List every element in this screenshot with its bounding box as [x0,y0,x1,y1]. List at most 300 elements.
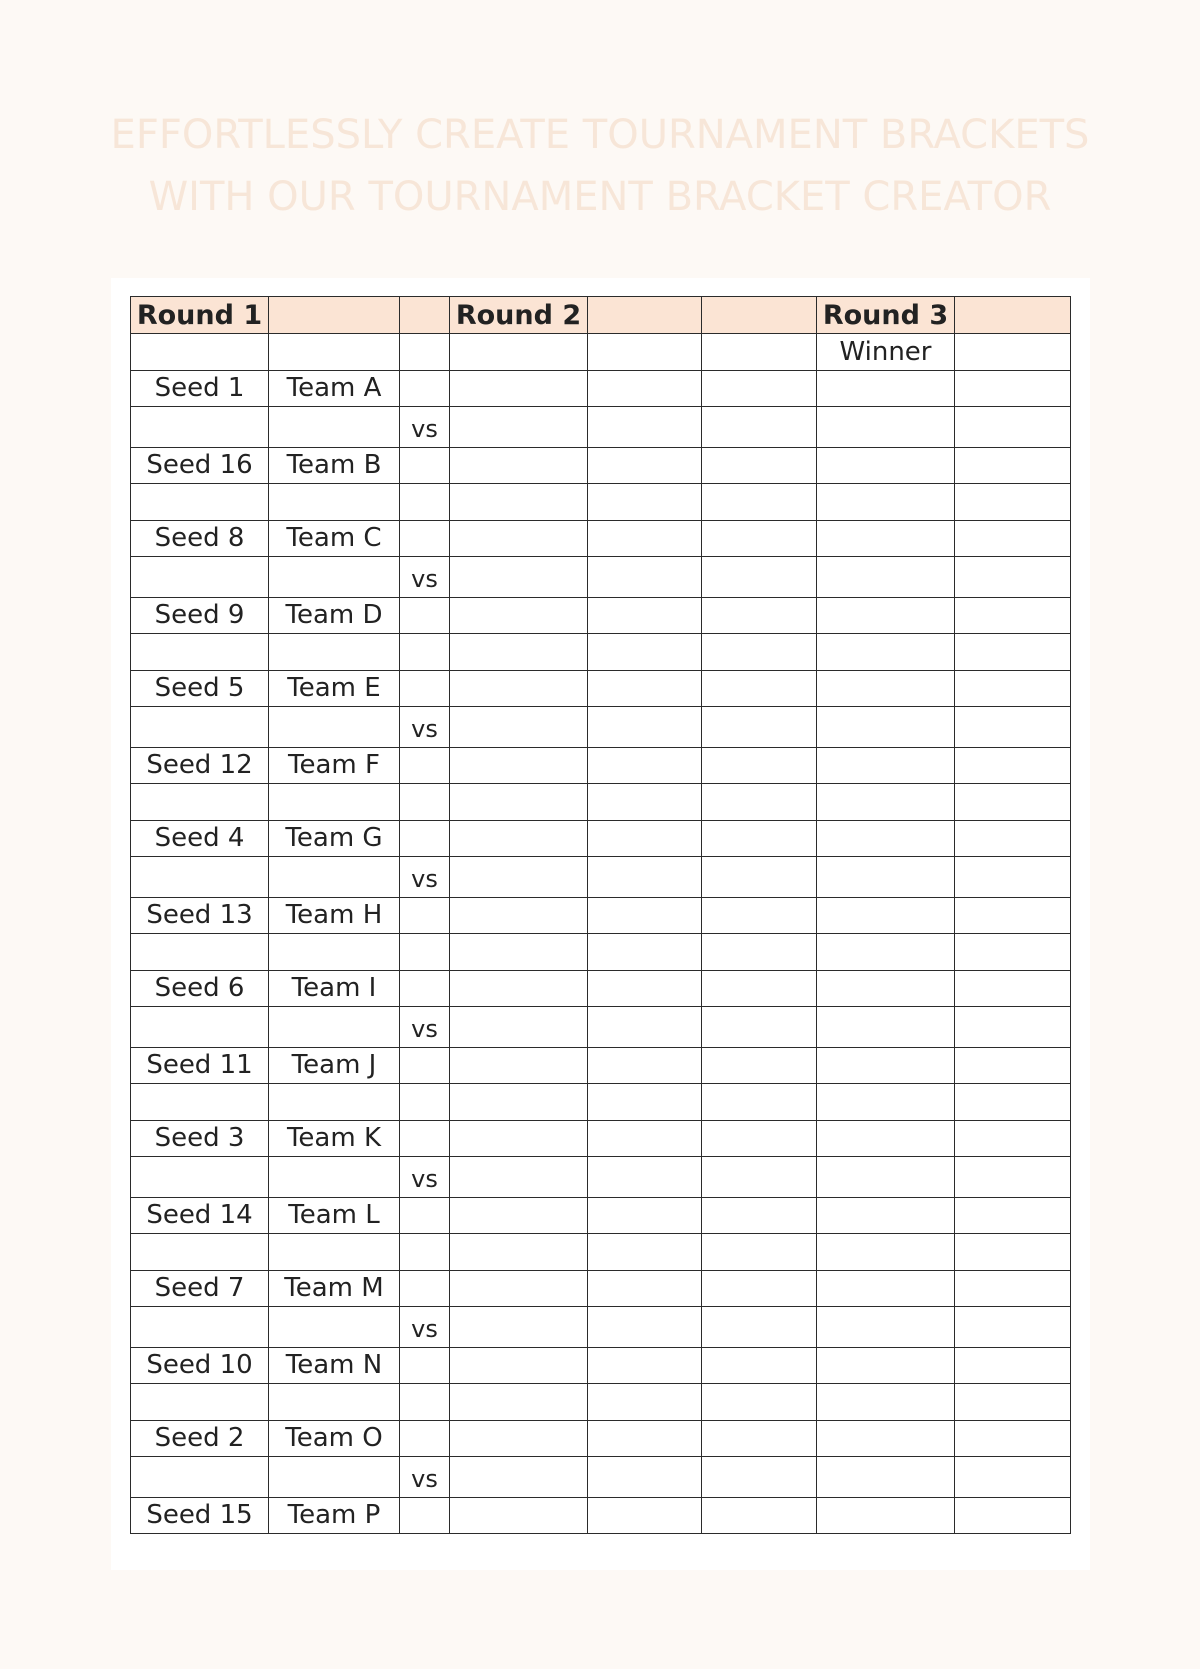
matchup-vs-row [131,557,1071,598]
matchup-row-bottom [131,1197,1071,1234]
bracket-cell[interactable] [817,1007,955,1048]
bracket-cell[interactable] [817,670,955,707]
bracket-cell[interactable] [588,407,702,448]
bracket-cell[interactable] [400,970,450,1007]
bracket-cell[interactable] [131,1084,269,1121]
bracket-cell[interactable] [817,1347,955,1384]
header-cell-blank [400,297,450,334]
bracket-cell[interactable] [817,820,955,857]
bracket-cell[interactable] [817,1457,955,1498]
bracket-cell[interactable] [588,820,702,857]
bracket-cell[interactable] [817,1420,955,1457]
bracket-cell[interactable] [817,857,955,898]
bracket-cell[interactable] [588,557,702,598]
bracket-cell[interactable] [702,557,817,598]
bracket-cell[interactable] [817,447,955,484]
bracket-cell[interactable] [588,747,702,784]
bracket-cell[interactable] [702,1347,817,1384]
bracket-cell[interactable] [400,820,450,857]
bracket-cell[interactable] [702,1497,817,1534]
bracket-cell[interactable] [450,634,588,671]
bracket-cell[interactable] [400,447,450,484]
bracket-cell[interactable] [955,1457,1071,1498]
bracket-cell[interactable] [400,634,450,671]
bracket-cell[interactable] [702,1384,817,1421]
header-cell-blank [588,297,702,334]
bracket-cell[interactable] [817,934,955,971]
vs-label: vs [400,1457,450,1498]
matchup-row-top [131,1120,1071,1157]
bracket-cell[interactable] [400,1497,450,1534]
bracket-cell[interactable] [269,484,400,521]
page-title-line-2: WITH OUR TOURNAMENT BRACKET CREATOR [148,174,1052,220]
seed-label: Seed 6 [131,970,269,1007]
bracket-cell[interactable] [817,1120,955,1157]
spacer-row [131,784,1071,821]
bracket-cell[interactable] [817,784,955,821]
team-name: Team E [269,670,400,707]
bracket-cell[interactable] [817,707,955,748]
bracket-cell[interactable] [450,747,588,784]
matchup-row-top [131,520,1071,557]
bracket-cell[interactable] [269,1384,400,1421]
bracket-cell[interactable] [817,1157,955,1198]
bracket-cell[interactable] [400,334,450,371]
matchup-vs-row [131,1457,1071,1498]
vs-label: vs [400,557,450,598]
seed-label: Seed 7 [131,1270,269,1307]
bracket-cell[interactable] [450,1197,588,1234]
bracket-cell[interactable] [450,1047,588,1084]
bracket-cell[interactable] [588,784,702,821]
bracket-cell[interactable] [702,447,817,484]
bracket-cell[interactable] [588,597,702,634]
bracket-cell[interactable] [588,1384,702,1421]
bracket-cell[interactable] [955,934,1071,971]
bracket-cell[interactable] [702,1007,817,1048]
bracket-cell[interactable] [955,370,1071,407]
page-title-line-1: EFFORTLESSLY CREATE TOURNAMENT BRACKETS [110,112,1090,158]
bracket-cell[interactable] [588,1307,702,1348]
matchup-row-top [131,1420,1071,1457]
bracket-cell[interactable] [955,1007,1071,1048]
page-title [0,104,1200,228]
bracket-cell[interactable] [269,407,400,448]
vs-label: vs [400,1307,450,1348]
bracket-cell[interactable] [450,1234,588,1271]
bracket-cell[interactable] [450,407,588,448]
bracket-cell[interactable] [702,1197,817,1234]
bracket-cell[interactable] [588,1007,702,1048]
seed-label: Seed 13 [131,897,269,934]
bracket-cell[interactable] [817,1270,955,1307]
bracket-cell[interactable] [400,747,450,784]
bracket-cell[interactable] [269,634,400,671]
bracket-table [130,296,1071,1534]
bracket-cell[interactable] [450,970,588,1007]
bracket-cell[interactable] [702,634,817,671]
bracket-cell[interactable] [702,334,817,371]
bracket-cell[interactable] [131,1157,269,1198]
bracket-cell[interactable] [955,857,1071,898]
bracket-cell[interactable] [702,857,817,898]
bracket-cell[interactable] [588,1120,702,1157]
bracket-cell[interactable] [817,1384,955,1421]
matchup-row-top [131,970,1071,1007]
team-name: Team I [269,970,400,1007]
bracket-cell[interactable] [450,557,588,598]
bracket-cell[interactable] [450,1157,588,1198]
seed-label: Seed 15 [131,1497,269,1534]
bracket-cell[interactable] [588,447,702,484]
bracket-cell[interactable] [588,520,702,557]
bracket-cell[interactable] [400,1234,450,1271]
spacer-row [131,1084,1071,1121]
matchup-row-top [131,370,1071,407]
bracket-cell[interactable] [702,1157,817,1198]
bracket-cell[interactable] [131,707,269,748]
bracket-cell[interactable] [269,1007,400,1048]
bracket-cell[interactable] [588,1084,702,1121]
bracket-cell[interactable] [817,1197,955,1234]
seed-label: Seed 12 [131,747,269,784]
matchup-vs-row [131,407,1071,448]
bracket-cell[interactable] [450,1084,588,1121]
bracket-cell[interactable] [450,1007,588,1048]
bracket-cell[interactable] [702,1307,817,1348]
bracket-cell[interactable] [955,784,1071,821]
bracket-cell[interactable] [817,597,955,634]
header-cell-blank [702,297,817,334]
bracket-cell[interactable] [955,1420,1071,1457]
bracket-cell[interactable] [955,557,1071,598]
bracket-cell[interactable] [817,1497,955,1534]
bracket-cell[interactable] [269,334,400,371]
bracket-cell[interactable] [450,1120,588,1157]
header-cell-blank [955,297,1071,334]
bracket-cell[interactable] [400,520,450,557]
bracket-cell[interactable] [131,1234,269,1271]
bracket-cell[interactable] [588,934,702,971]
bracket-cell[interactable] [588,1197,702,1234]
bracket-cell[interactable] [955,747,1071,784]
bracket-cell[interactable] [450,1307,588,1348]
bracket-cell[interactable] [955,820,1071,857]
bracket-cell[interactable] [955,334,1071,371]
bracket-cell[interactable] [817,520,955,557]
bracket-cell[interactable] [269,1307,400,1348]
bracket-cell[interactable] [955,970,1071,1007]
bracket-cell[interactable] [131,784,269,821]
bracket-cell[interactable] [955,1307,1071,1348]
team-name: Team K [269,1120,400,1157]
bracket-cell[interactable] [702,484,817,521]
bracket-cell[interactable] [269,934,400,971]
bracket-cell[interactable] [400,1084,450,1121]
seed-label: Seed 9 [131,597,269,634]
bracket-cell[interactable] [400,1197,450,1234]
bracket-cell[interactable] [702,784,817,821]
bracket-cell[interactable] [702,407,817,448]
bracket-cell[interactable] [588,1420,702,1457]
bracket-cell[interactable] [702,670,817,707]
bracket-cell[interactable] [588,897,702,934]
bracket-cell[interactable] [702,1420,817,1457]
bracket-cell[interactable] [450,707,588,748]
bracket-cell[interactable] [817,897,955,934]
vs-label: vs [400,407,450,448]
bracket-cell[interactable] [817,634,955,671]
vs-label: vs [400,1007,450,1048]
bracket-cell[interactable] [450,1270,588,1307]
bracket-cell[interactable] [131,634,269,671]
bracket-cell[interactable] [131,1307,269,1348]
bracket-cell[interactable] [588,484,702,521]
bracket-cell[interactable] [702,597,817,634]
bracket-cell[interactable] [400,1384,450,1421]
matchup-row-top [131,1270,1071,1307]
bracket-cell[interactable] [450,670,588,707]
bracket-cell[interactable] [588,334,702,371]
bracket-cell[interactable] [450,897,588,934]
header-cell-round-3: Round 3 [817,297,955,334]
team-name: Team G [269,820,400,857]
seed-label: Seed 14 [131,1197,269,1234]
bracket-cell[interactable] [588,707,702,748]
bracket-cell[interactable] [588,1157,702,1198]
bracket-cell[interactable] [131,1007,269,1048]
header-cell-round-1: Round 1 [131,297,269,334]
bracket-cell[interactable] [702,370,817,407]
bracket-cell[interactable] [702,897,817,934]
seed-label: Seed 10 [131,1347,269,1384]
bracket-cell[interactable] [817,484,955,521]
bracket-cell[interactable] [450,484,588,521]
bracket-cell[interactable] [450,934,588,971]
bracket-cell[interactable] [702,1234,817,1271]
bracket-cell[interactable] [817,370,955,407]
bracket-cell[interactable] [955,707,1071,748]
bracket-cell[interactable] [955,1384,1071,1421]
matchup-row-bottom [131,1047,1071,1084]
seed-label: Seed 16 [131,447,269,484]
team-name: Team M [269,1270,400,1307]
bracket-cell[interactable] [588,1234,702,1271]
bracket-cell[interactable] [269,784,400,821]
bracket-cell[interactable] [400,1270,450,1307]
bracket-cell[interactable] [702,820,817,857]
bracket-cell[interactable] [955,1120,1071,1157]
bracket-cell[interactable] [269,857,400,898]
bracket-cell[interactable] [588,1047,702,1084]
matchup-vs-row [131,1007,1071,1048]
team-name: Team J [269,1047,400,1084]
bracket-cell[interactable] [817,970,955,1007]
team-name: Team C [269,520,400,557]
header-row [131,297,1071,334]
matchup-row-bottom [131,1497,1071,1534]
bracket-cell[interactable] [269,1157,400,1198]
bracket-cell[interactable] [817,407,955,448]
bracket-cell[interactable] [400,934,450,971]
bracket-body [131,297,1071,1534]
bracket-cell[interactable] [955,447,1071,484]
bracket-cell[interactable] [702,1120,817,1157]
bracket-cell[interactable] [588,970,702,1007]
bracket-cell[interactable] [131,484,269,521]
bracket-cell[interactable] [131,934,269,971]
team-name: Team H [269,897,400,934]
bracket-cell[interactable] [817,747,955,784]
matchup-row-bottom [131,597,1071,634]
bracket-cell[interactable] [450,1497,588,1534]
bracket-cell[interactable] [400,1120,450,1157]
bracket-cell[interactable] [702,1457,817,1498]
team-name: Team A [269,370,400,407]
bracket-cell[interactable] [400,897,450,934]
bracket-cell[interactable] [955,597,1071,634]
header-cell-round-2: Round 2 [450,297,588,334]
bracket-cell[interactable] [588,634,702,671]
bracket-cell[interactable] [400,1420,450,1457]
bracket-cell[interactable] [450,1384,588,1421]
bracket-cell[interactable] [400,1047,450,1084]
bracket-cell[interactable] [269,1084,400,1121]
matchup-row-top [131,820,1071,857]
bracket-cell[interactable] [131,1384,269,1421]
bracket-cell[interactable] [450,1420,588,1457]
vs-label: vs [400,857,450,898]
spacer-row [131,1234,1071,1271]
team-name: Team L [269,1197,400,1234]
bracket-cell[interactable] [955,484,1071,521]
spacer-row [131,634,1071,671]
bracket-cell[interactable] [817,1047,955,1084]
bracket-cell[interactable] [131,857,269,898]
vs-label: vs [400,707,450,748]
bracket-cell[interactable] [955,670,1071,707]
bracket-cell[interactable] [955,1197,1071,1234]
team-name: Team O [269,1420,400,1457]
bracket-cell[interactable] [955,1270,1071,1307]
bracket-cell[interactable] [450,1457,588,1498]
bracket-cell[interactable] [450,784,588,821]
bracket-cell[interactable] [817,1234,955,1271]
bracket-cell[interactable] [955,1047,1071,1084]
bracket-cell[interactable] [817,557,955,598]
bracket-cell[interactable] [450,520,588,557]
bracket-cell[interactable] [955,634,1071,671]
bracket-cell[interactable] [588,1347,702,1384]
bracket-cell[interactable] [955,407,1071,448]
bracket-cell[interactable] [702,747,817,784]
bracket-cell[interactable] [450,447,588,484]
bracket-cell[interactable] [702,970,817,1007]
bracket-cell[interactable] [400,1347,450,1384]
seed-label: Seed 2 [131,1420,269,1457]
winner-row [131,334,1071,371]
bracket-cell[interactable] [450,370,588,407]
matchup-vs-row [131,1307,1071,1348]
bracket-cell[interactable] [450,820,588,857]
bracket-cell[interactable] [131,334,269,371]
bracket-cell[interactable] [702,707,817,748]
bracket-cell[interactable] [131,407,269,448]
bracket-cell[interactable] [817,1084,955,1121]
bracket-cell[interactable] [450,597,588,634]
bracket-cell[interactable] [955,897,1071,934]
bracket-cell[interactable] [955,1347,1071,1384]
spacer-row [131,1384,1071,1421]
bracket-cell[interactable] [702,1047,817,1084]
team-name: Team F [269,747,400,784]
bracket-cell[interactable] [702,1084,817,1121]
matchup-vs-row [131,857,1071,898]
matchup-row-bottom [131,747,1071,784]
matchup-vs-row [131,1157,1071,1198]
bracket-cell[interactable] [588,670,702,707]
bracket-cell[interactable] [588,1497,702,1534]
bracket-cell[interactable] [702,520,817,557]
bracket-cell[interactable] [955,1157,1071,1198]
bracket-cell[interactable] [450,857,588,898]
bracket-cell[interactable] [817,1307,955,1348]
bracket-cell[interactable] [131,557,269,598]
bracket-cell[interactable] [450,334,588,371]
matchup-row-bottom [131,447,1071,484]
bracket-cell[interactable] [588,857,702,898]
seed-label: Seed 11 [131,1047,269,1084]
bracket-cell[interactable] [400,484,450,521]
vs-label: vs [400,1157,450,1198]
bracket-cell[interactable] [400,597,450,634]
seed-label: Seed 8 [131,520,269,557]
bracket-cell[interactable] [702,934,817,971]
bracket-cell[interactable] [400,670,450,707]
bracket-cell[interactable] [269,1234,400,1271]
bracket-cell[interactable] [269,557,400,598]
bracket-cell[interactable] [400,370,450,407]
bracket-cell[interactable] [450,1347,588,1384]
team-name: Team D [269,597,400,634]
team-name: Team B [269,447,400,484]
matchup-row-bottom [131,897,1071,934]
matchup-vs-row [131,707,1071,748]
bracket-cell[interactable] [955,520,1071,557]
team-name: Team P [269,1497,400,1534]
bracket-cell[interactable] [269,1457,400,1498]
matchup-row-top [131,670,1071,707]
bracket-cell[interactable] [702,1270,817,1307]
seed-label: Seed 4 [131,820,269,857]
bracket-cell[interactable] [588,1457,702,1498]
bracket-cell[interactable] [588,1270,702,1307]
bracket-cell[interactable] [955,1234,1071,1271]
bracket-cell[interactable] [400,784,450,821]
bracket-cell[interactable] [269,707,400,748]
seed-label: Seed 5 [131,670,269,707]
matchup-row-bottom [131,1347,1071,1384]
winner-label: Winner [817,334,955,371]
bracket-cell[interactable] [955,1497,1071,1534]
seed-label: Seed 1 [131,370,269,407]
bracket-cell[interactable] [588,370,702,407]
header-cell-blank [269,297,400,334]
bracket-cell[interactable] [131,1457,269,1498]
bracket-cell[interactable] [955,1084,1071,1121]
team-name: Team N [269,1347,400,1384]
seed-label: Seed 3 [131,1120,269,1157]
